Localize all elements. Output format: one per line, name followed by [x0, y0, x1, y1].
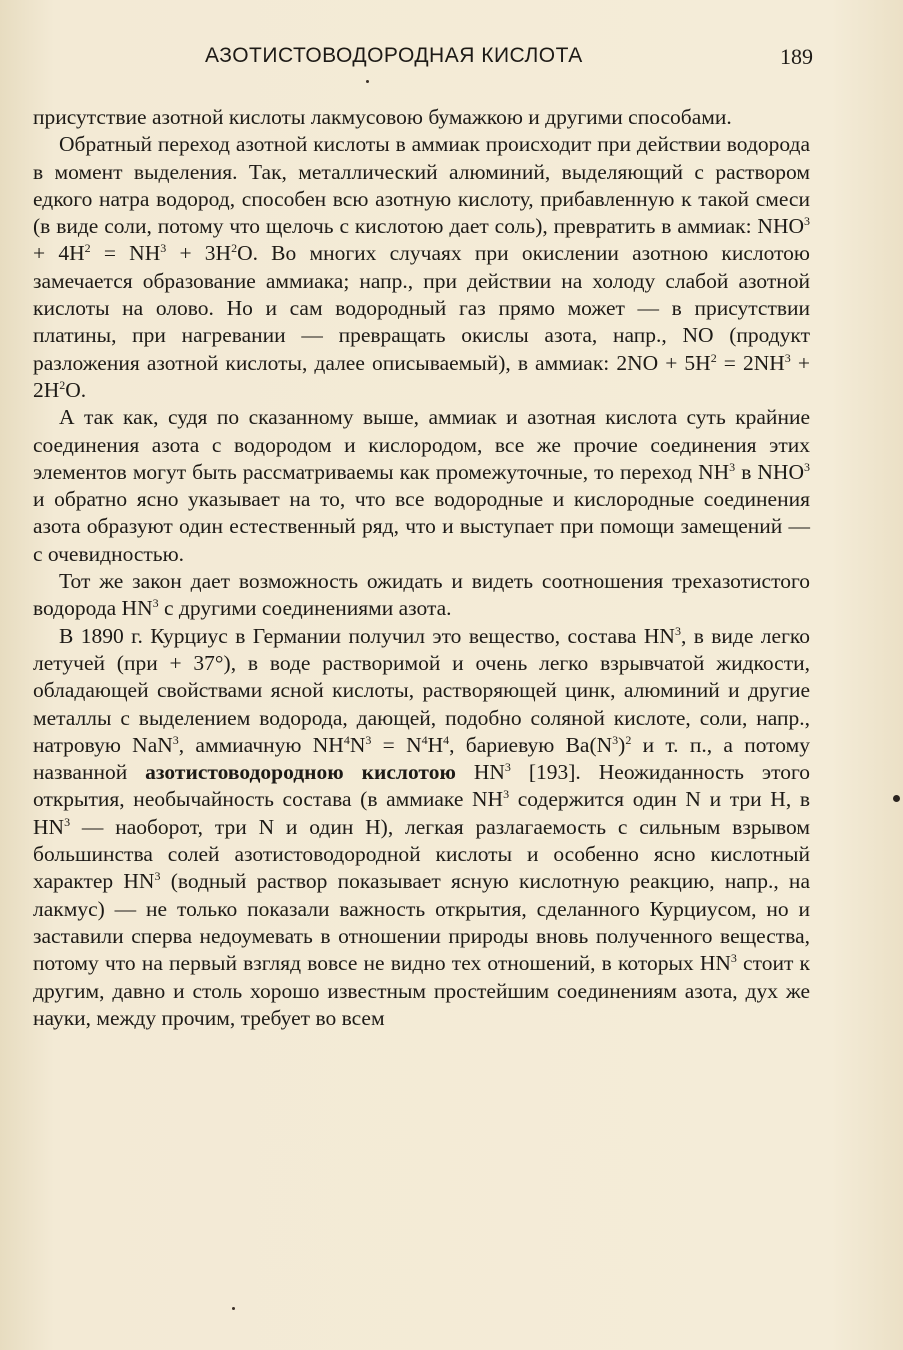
- paragraph: [33, 131, 810, 404]
- text-run: стоит к другим, давно и столь хорошо известным простейшим соединениям азота, дух же науки, между прочим, требует во всем: [33, 951, 810, 1030]
- superscript-index: 2: [710, 350, 717, 365]
- text-run: и обратно ясно указывает на то, что все водородные и кислородные соединения азота образуют один естественный ряд, что и выступает при помощи замещений — с очевидностью.: [33, 487, 810, 566]
- body-text: [33, 104, 810, 1032]
- superscript-index: 2: [59, 377, 66, 392]
- text-run: содержится один N и три H, в HN: [33, 787, 810, 839]
- superscript-index: 3: [504, 760, 511, 775]
- text-run: HN: [455, 760, 505, 785]
- superscript-index: 4: [343, 732, 350, 747]
- paragraph: [33, 104, 810, 131]
- text-run: + 3H: [166, 241, 232, 266]
- text-run: — наоборот, три N и один H), легкая разлагаемость с сильным взрывом большинства солей азотистоводородной кислоты и особенно ясно кислотный характер HN: [33, 814, 810, 894]
- page-number: 189: [780, 44, 813, 69]
- superscript-index: 3: [729, 459, 736, 474]
- text-run: , аммиачную NH: [178, 732, 344, 757]
- text-run: Тот же закон дает возможность ожидать и видеть соотношения трехазотистого водорода HN: [33, 569, 810, 621]
- text-run: = 2NH: [716, 350, 785, 375]
- text-run: O. Во многих случаях при окислении азотною кислотою замечается образование аммиака; напр., при действии на холоду слабой азотной кислоты на олово. Но и сам водородный газ прямо может — в присутствии платины, при нагревании — превращать окислы азота, напр., NO (продукт разложения азотной кислоты, далее описываемый), в аммиак: 2NO + 5H: [33, 241, 810, 375]
- page-speck: [366, 80, 369, 83]
- text-run: В 1890 г. Курциус в Германии получил это вещество, состава HN: [59, 623, 675, 648]
- text-run: А так как, судя по сказанному выше, аммиак и азотная кислота суть крайние соединения азота с водородом и кислородом, все же прочие соединения этих элементов могут быть рассматриваемы как промежуточные, то переход NH: [33, 405, 810, 484]
- bold-term: азотистоводородною кислотою: [145, 760, 456, 785]
- superscript-index: 3: [612, 732, 619, 747]
- text-run: в NHO: [735, 459, 804, 484]
- superscript-index: 2: [231, 241, 238, 256]
- text-run: присутствие азотной кислоты лакмусовою бумажкою и другими способами.: [33, 105, 732, 129]
- superscript-index: 2: [625, 732, 632, 747]
- superscript-index: 3: [784, 350, 791, 365]
- text-run: и т. п., а потому названной: [33, 732, 810, 785]
- paragraph: [33, 623, 810, 1032]
- text-run: = NH: [90, 241, 161, 266]
- text-run: + 2H: [33, 350, 810, 402]
- text-run: N: [349, 732, 366, 757]
- superscript-index: 3: [804, 214, 810, 229]
- paragraph: [33, 568, 810, 623]
- margin-mark: [893, 795, 900, 802]
- text-run: (водный раствор показывает ясную кислотную реакцию, напр., на лакмус) — не только показали важность открытия, сделанного Курциусом, но и заставили сперва недоумевать в отношении природы вновь полученного вещества, потому что на первый взгляд вовсе не видно тех отношений, в которых HN: [33, 869, 810, 976]
- running-head: АЗОТИСТОВОДОРОДНАЯ КИСЛОТА: [205, 44, 583, 67]
- text-run: с другими соединениями азота.: [158, 596, 452, 621]
- superscript-index: 3: [365, 732, 372, 747]
- superscript-index: 3: [503, 787, 510, 802]
- superscript-index: 3: [154, 869, 161, 884]
- superscript-index: 3: [674, 623, 681, 638]
- superscript-index: 3: [804, 459, 810, 474]
- superscript-index: 4: [421, 732, 428, 747]
- text-run: [193]. Неожиданность этого открытия, необычайность состава (в аммиаке NH: [33, 760, 810, 812]
- text-run: = N: [371, 732, 422, 757]
- text-run: H: [427, 732, 444, 757]
- text-run: + 4H: [33, 241, 85, 266]
- superscript-index: 3: [172, 732, 179, 747]
- paragraph: [33, 404, 810, 568]
- superscript-index: 3: [730, 951, 737, 966]
- superscript-index: 4: [443, 732, 450, 747]
- superscript-index: 3: [64, 814, 71, 829]
- superscript-index: 3: [152, 596, 159, 611]
- text-run: , бариевую Ba(N: [449, 732, 613, 757]
- page-speck: [232, 1307, 235, 1310]
- text-run: Обратный переход азотной кислоты в аммиак происходит при действии водорода в момент выделения. Так, металлический алюминий, выделяющий с раствором едкого натра водород, способен всю азотную кислоту, прибавленную к такой смеси (в виде соли, потому что щелочь с кислотою дает соль), превратить в аммиак: NHO: [33, 132, 810, 239]
- text-run: , в виде легко летучей (при + 37°), в воде растворимой и очень легко взрывчатой жидкости, обладающей свойствами ясной кислоты, растворяющей цинк, алюминий и другие металлы с выделением водорода, дающей, подобно соляной кислоте, соли, напр., натровую NaN: [33, 623, 810, 757]
- superscript-index: 3: [160, 241, 167, 256]
- text-run: O.: [65, 377, 87, 402]
- superscript-index: 2: [84, 241, 91, 256]
- text-run: ): [618, 732, 626, 757]
